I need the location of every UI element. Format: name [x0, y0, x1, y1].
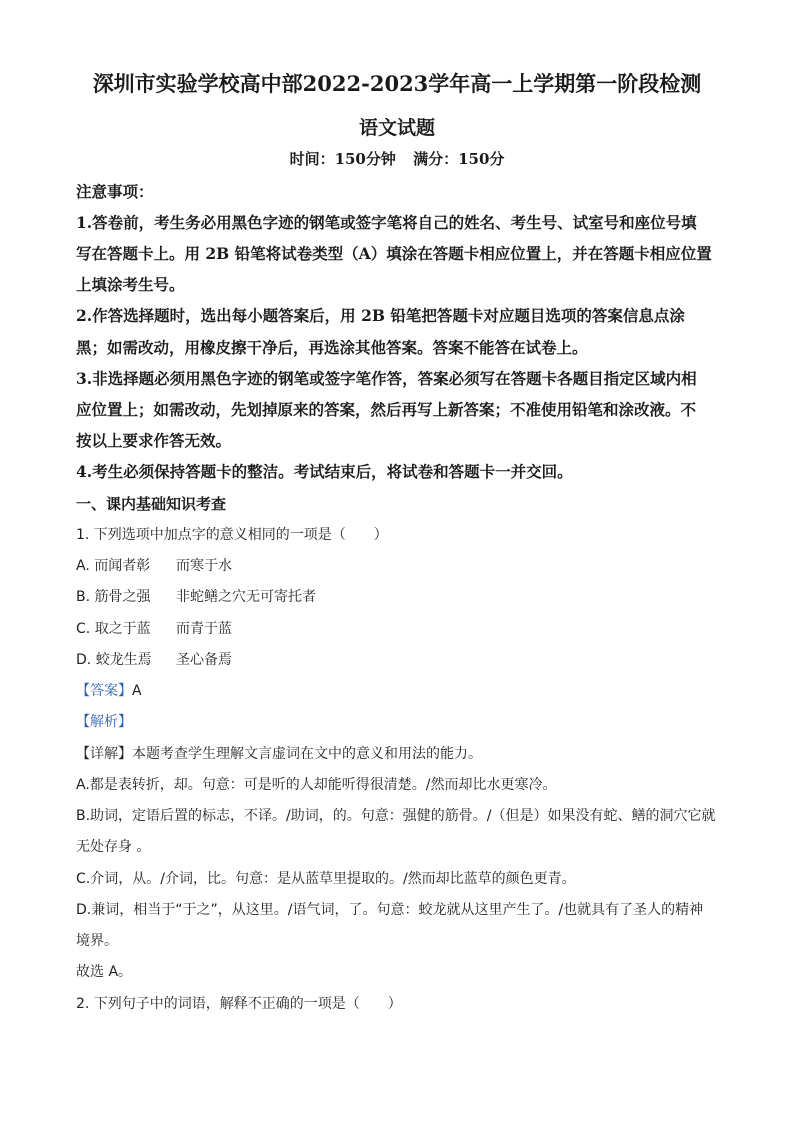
exam-score: 满分：150分	[413, 150, 505, 168]
exam-info	[0, 148, 794, 169]
option-text: 圣心备焉	[176, 652, 232, 668]
analysis-label: 【解析】	[76, 714, 132, 730]
answer-line	[76, 682, 726, 700]
explanation-line: D.兼词，相当于“于之”，从这里。/语气词，了。句意：蛟龙就从这里产生了。/也就具有了圣人的精神	[76, 902, 704, 918]
notice-line: 4.考生必须保持答题卡的整洁。考试结束后，将试卷和答题卡一并交回。	[76, 462, 573, 481]
explanation-line: C.介词，从。/介词，比。句意：是从蓝草里提取的。/然而却比蓝草的颜色更青。	[76, 871, 576, 887]
option-text: 而青于蓝	[176, 621, 232, 637]
detail-line	[76, 745, 726, 763]
explanation-line: B.助词，定语后置的标志，不译。/助词，的。句意：强健的筋骨。/（但是）如果没有蛇、鳝的洞穴它就	[76, 808, 716, 824]
page-title: 深圳市实验学校高中部2022-2023学年高一上学期第一阶段检测	[92, 71, 702, 96]
option-text: 而寒于水	[176, 558, 232, 574]
option-letter: D.	[76, 652, 92, 668]
answer-value: A	[132, 683, 142, 699]
notice-line: 应位置上；如需改动，先划掉原来的答案，然后再写上新答案；不准使用铅笔和涂改液。不	[76, 400, 697, 419]
option-letter: C.	[76, 621, 91, 637]
notice-heading: 注意事项：	[76, 182, 154, 201]
option-text: 筋骨之强	[94, 589, 151, 605]
notice-line: 按以上要求作答无效。	[76, 431, 232, 450]
notice-line: 写在答题卡上。用 2B 铅笔将试卷类型（A）填涂在答题卡相应位置上，并在答题卡相应位置	[76, 244, 712, 263]
detail-text: 本题考查学生理解文言虚词在文中的意义和用法的能力。	[132, 746, 482, 762]
explanation-line: A.都是表转折，却。句意：可是听的人却能听得很清楚。/然而却比水更寒冷。	[76, 777, 557, 793]
explanation-line: 无处存身 。	[76, 839, 151, 855]
explanation-line: 故选 A。	[76, 964, 133, 980]
option-text: 取之于蓝	[94, 621, 151, 637]
section-heading: 一、课内基础知识考查	[76, 495, 227, 513]
option-text: 蛟龙生焉	[95, 652, 152, 668]
notice-line: 黑；如需改动，用橡皮擦干净后，再选涂其他答案。答案不能答在试卷上。	[76, 338, 588, 357]
answer-label: 【答案】	[76, 683, 132, 699]
option-letter: A.	[76, 558, 90, 574]
option-text: 而闻者彰	[94, 558, 151, 574]
exam-time: 时间：150分钟	[289, 150, 396, 168]
notice-line: 上填涂考生号。	[76, 275, 185, 294]
explanation-line: 境界。	[76, 933, 118, 949]
notice-line: 1.答卷前，考生务必用黑色字迹的钢笔或签字笔将自己的姓名、考生号、试室号和座位号填	[76, 213, 697, 232]
option-letter: B.	[76, 589, 91, 605]
notice-line: 2.作答选择题时，选出每小题答案后，用 2B 铅笔把答题卡对应题目选项的答案信息点涂	[76, 306, 685, 325]
question-stem: 1. 下列选项中加点字的意义相同的一项是（ ）	[76, 527, 388, 543]
notice-line: 3.非选择题必须用黑色字迹的钢笔或签字笔作答，答案必须写在答题卡各题目指定区域内相	[76, 369, 697, 388]
option-text: 非蛇鳝之穴无可寄托者	[176, 589, 316, 605]
question-stem: 2. 下列句子中的词语，解释不正确的一项是（ ）	[76, 996, 402, 1012]
detail-label: 【详解】	[76, 746, 132, 762]
analysis-line	[76, 713, 726, 731]
page-subtitle: 语文试题	[358, 117, 435, 139]
